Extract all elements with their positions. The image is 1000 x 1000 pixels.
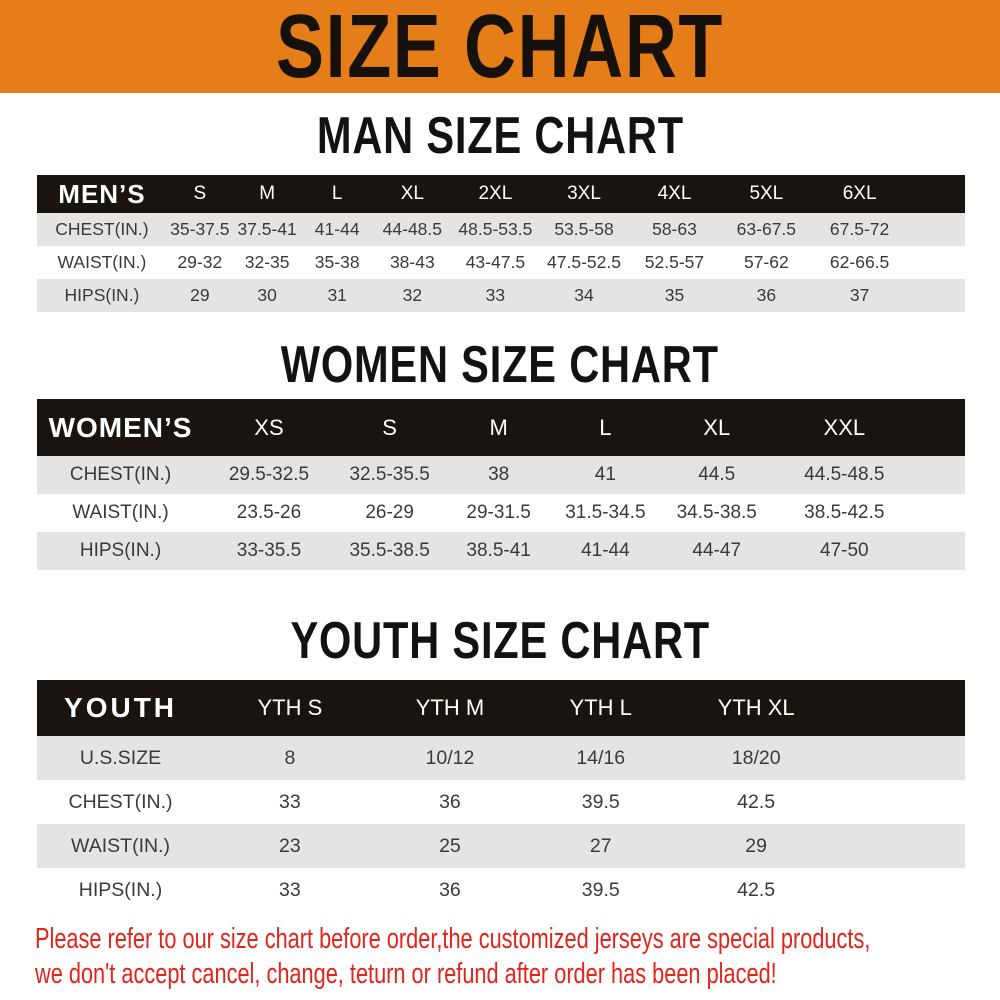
table-row	[37, 736, 965, 780]
filler-cell	[835, 868, 965, 912]
size-column-header: L	[599, 414, 612, 440]
filler-cell	[835, 780, 965, 824]
table-header-row	[37, 175, 965, 213]
size-value: 23	[279, 834, 301, 857]
size-value: 26-29	[365, 502, 414, 523]
size-value: 52.5-57	[644, 252, 705, 272]
size-value: 37.5-41	[237, 219, 297, 239]
measure-label: WAIST(IN.)	[72, 502, 169, 523]
size-value: 35-37.5	[170, 219, 230, 239]
size-column-header: YTH L	[569, 695, 632, 720]
size-value: 29-32	[177, 252, 223, 272]
size-column-header: M	[259, 183, 276, 204]
women-section-heading	[0, 336, 1000, 394]
size-value: 35	[664, 285, 685, 305]
size-value: 36	[439, 878, 461, 901]
size-value: 41-44	[581, 540, 630, 561]
table-row	[37, 532, 965, 570]
size-column-header: XL	[703, 414, 731, 440]
size-value: 41-44	[314, 219, 360, 239]
filler-cell	[914, 399, 965, 456]
size-value: 48.5-53.5	[458, 219, 533, 239]
size-value: 14/16	[576, 746, 626, 769]
table-title-cell: MEN’S	[58, 178, 146, 209]
table-row	[37, 780, 965, 824]
men-section-heading	[0, 107, 1000, 165]
size-value: 29	[745, 834, 767, 857]
banner	[0, 0, 1000, 97]
size-value: 33	[279, 878, 301, 901]
men-heading-text: MAN SIZE CHART	[316, 107, 684, 165]
size-value: 43-47.5	[465, 252, 526, 272]
size-value: 38-43	[389, 252, 435, 272]
size-column-header: L	[331, 183, 343, 204]
size-column-header: XL	[400, 183, 424, 204]
table-row	[37, 279, 965, 312]
size-value: 62-66.5	[829, 252, 890, 272]
size-value: 31.5-34.5	[565, 502, 646, 523]
size-value: 41	[594, 464, 616, 485]
disclaimer	[35, 922, 1000, 992]
size-column-header: YTH S	[257, 695, 323, 720]
youth-section-heading	[0, 612, 1000, 670]
table-header-row	[37, 680, 965, 736]
women-size-table	[37, 399, 965, 570]
size-column-header: 4XL	[657, 183, 692, 204]
measure-label: HIPS(IN.)	[64, 285, 140, 305]
size-value: 44.5	[698, 464, 736, 485]
table-row	[37, 456, 965, 494]
size-value: 42.5	[737, 878, 776, 901]
filler-cell	[835, 680, 965, 736]
measure-label: WAIST(IN.)	[71, 834, 170, 857]
measure-label: U.S.SIZE	[79, 746, 162, 769]
size-value: 63-67.5	[736, 219, 797, 239]
size-value: 44-47	[692, 540, 742, 561]
size-column-header: 2XL	[478, 183, 513, 204]
size-value: 29	[190, 285, 210, 305]
size-value: 38.5-41	[466, 540, 531, 561]
youth-heading-text: YOUTH SIZE CHART	[290, 612, 710, 670]
disclaimer-line-2: we don't accept cancel, change, teturn or refund after order has been placed!	[35, 958, 777, 990]
size-value: 32-35	[244, 252, 290, 272]
size-value: 34	[574, 285, 594, 305]
measure-label: HIPS(IN.)	[79, 540, 162, 561]
table-row	[37, 824, 965, 868]
men-size-table	[37, 175, 965, 312]
measure-label: CHEST(IN.)	[68, 790, 173, 813]
size-column-header: XXL	[823, 414, 866, 440]
size-value: 39.5	[581, 790, 620, 813]
size-value: 67.5-72	[829, 219, 890, 239]
filler-cell	[835, 736, 965, 780]
measure-label: CHEST(IN.)	[69, 464, 172, 485]
size-value: 36	[439, 790, 461, 813]
table-title-cell: WOMEN’S	[48, 411, 193, 443]
size-value: 8	[284, 746, 296, 769]
measure-label: HIPS(IN.)	[78, 878, 163, 901]
size-column-header: XS	[254, 414, 284, 440]
filler-cell	[906, 175, 965, 213]
size-value: 42.5	[737, 790, 776, 813]
table-row	[37, 494, 965, 532]
size-value: 47.5-52.5	[547, 252, 621, 272]
size-value: 30	[257, 285, 277, 305]
size-column-header: M	[489, 414, 508, 440]
table-row	[37, 213, 965, 246]
table-title-cell: YOUTH	[64, 692, 178, 723]
size-value: 29-31.5	[466, 502, 531, 523]
size-value: 37	[849, 285, 870, 305]
size-column-header: S	[193, 183, 207, 204]
size-value: 32	[402, 285, 423, 305]
size-value: 32.5-35.5	[349, 464, 430, 485]
filler-cell	[906, 279, 965, 312]
size-column-header: YTH XL	[717, 695, 795, 720]
table-row	[37, 246, 965, 279]
women-heading-text: WOMEN SIZE CHART	[280, 336, 720, 394]
size-column-header: YTH M	[415, 695, 485, 720]
size-value: 39.5	[581, 878, 620, 901]
size-value: 10/12	[425, 746, 475, 769]
size-value: 29.5-32.5	[228, 464, 310, 485]
disclaimer-line-1: Please refer to our size chart before order,the customized jerseys are special products,	[35, 923, 871, 955]
size-value: 34.5-38.5	[676, 502, 757, 523]
size-value: 23.5-26	[236, 502, 302, 523]
size-value: 36	[756, 285, 777, 305]
size-column-header: 5XL	[749, 183, 784, 204]
size-value: 47-50	[820, 540, 869, 561]
table-header-row	[37, 399, 965, 456]
filler-cell	[835, 824, 965, 868]
size-value: 35.5-38.5	[349, 540, 430, 561]
measure-label: WAIST(IN.)	[57, 252, 147, 272]
measure-label: CHEST(IN.)	[55, 219, 149, 239]
size-value: 58-63	[652, 219, 697, 239]
filler-cell	[914, 494, 965, 532]
size-value: 27	[589, 834, 612, 857]
table-row	[37, 868, 965, 912]
size-value: 38	[488, 464, 510, 485]
size-value: 18/20	[731, 746, 781, 769]
size-column-header: S	[382, 414, 397, 440]
filler-cell	[906, 213, 965, 246]
size-value: 53.5-58	[554, 219, 614, 239]
size-value: 33-35.5	[236, 540, 302, 561]
size-value: 44-48.5	[382, 219, 443, 239]
size-column-header: 3XL	[567, 183, 601, 204]
filler-cell	[914, 532, 965, 570]
size-column-header: 6XL	[842, 183, 877, 204]
filler-cell	[914, 456, 965, 494]
size-value: 38.5-42.5	[804, 502, 885, 523]
size-value: 57-62	[743, 252, 789, 272]
size-value: 25	[439, 834, 461, 857]
size-value: 33	[485, 285, 506, 305]
page-title: SIZE CHART	[276, 0, 724, 97]
size-value: 35-38	[314, 252, 360, 272]
size-value: 33	[279, 790, 301, 813]
youth-size-table	[37, 680, 965, 912]
size-value: 31	[327, 285, 347, 305]
size-value: 44.5-48.5	[804, 464, 885, 485]
filler-cell	[906, 246, 965, 279]
